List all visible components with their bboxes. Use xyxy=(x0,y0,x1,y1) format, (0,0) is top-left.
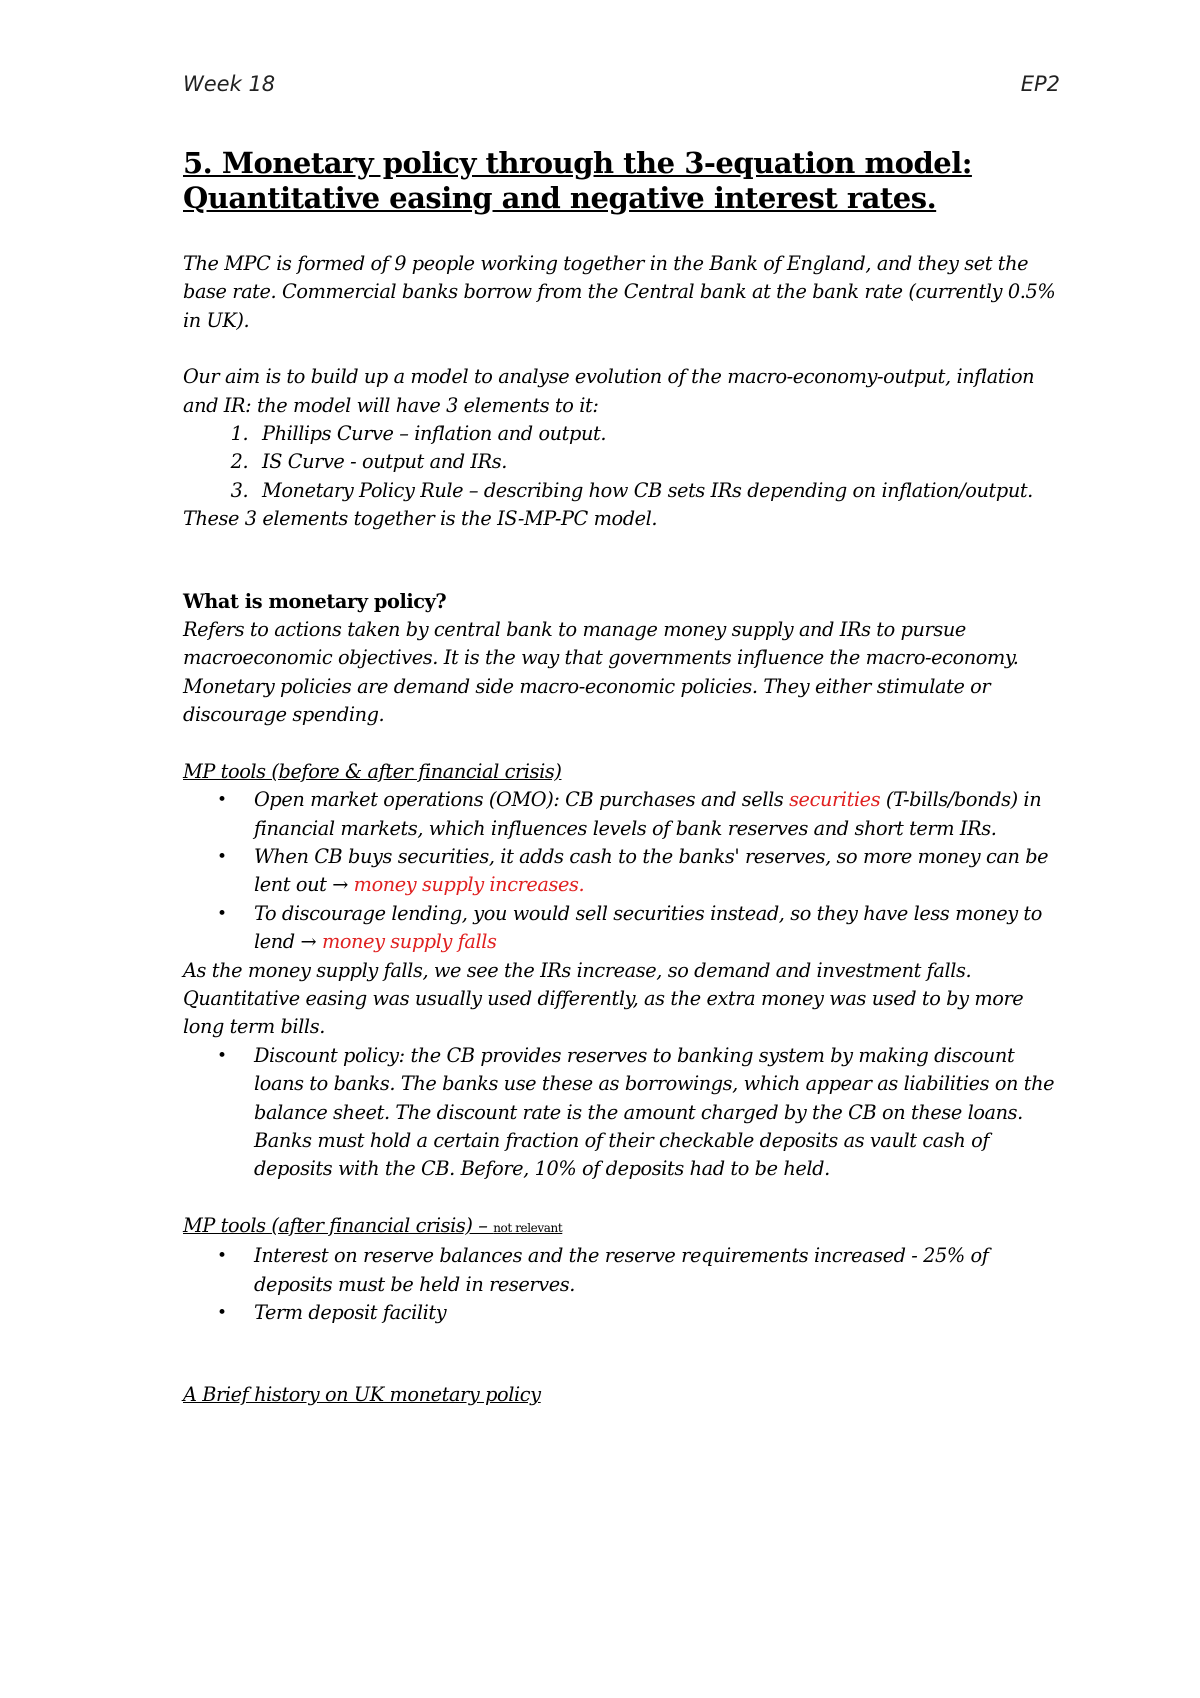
section-heading-tools-before: MP tools (before & after financial crisis) xyxy=(183,759,562,783)
arrow-right-icon: → xyxy=(300,930,317,954)
what-is-paragraph-1: Refers to actions taken by central bank to manage money supply and IRs to pursue macroeconomic objectives. It is the way that governments influence the macro-economy. xyxy=(183,618,1019,670)
note-text: not relevant xyxy=(493,1220,563,1235)
intro-paragraph-2: Our aim is to build up a model to analyse evolution of the macro-economy-output, inflation and IR: the model will have 3 elements to it: xyxy=(183,365,1035,417)
section-heading-history: A Brief history on UK monetary policy xyxy=(183,1383,541,1407)
model-elements-list xyxy=(183,420,1063,505)
highlight-text: securities xyxy=(789,788,881,812)
intro-paragraph-1: The MPC is formed of 9 people working together in the Bank of England, and they set the base rate. Commercial banks borrow from the Central bank at the bank rate (currently 0.5% in UK). xyxy=(183,252,1056,332)
bullet-icon: • xyxy=(217,1303,227,1323)
highlight-text: money supply falls xyxy=(316,930,497,954)
title-line-2: Quantitative easing and negative interest rates. xyxy=(183,181,937,215)
header-course: EP2 xyxy=(1020,72,1060,96)
tools-before-paragraph: As the money supply falls, we see the IRs increase, so demand and investment falls. Quantitative easing was usually used differently, as the extra money was used to by more long term bills. xyxy=(183,958,1024,1039)
section-heading-what-is: What is monetary policy? xyxy=(183,589,447,613)
list-item: • Open market operations (OMO): CB purchases and sells securities (T-bills/bonds) in financial markets, which influences levels of bank reserves and short term IRs. xyxy=(217,788,1042,840)
title-line-1: 5. Monetary policy through the 3-equation model: xyxy=(183,146,972,180)
list-item: • Interest on reserve balances and the reserve requirements increased - 25% of deposits must be held in reserves. xyxy=(217,1244,989,1296)
bullet-icon: • xyxy=(217,1246,227,1267)
header-week: Week 18 xyxy=(183,72,276,96)
highlight-text: money supply increases. xyxy=(347,873,585,897)
page-title xyxy=(183,146,1063,216)
bullet-icon: • xyxy=(217,790,227,811)
intro-paragraph-3: These 3 elements together is the IS-MP-PC model. xyxy=(183,507,658,531)
document-body xyxy=(183,146,1063,1410)
list-item: • Term deposit facility xyxy=(254,1299,1063,1327)
list-item: • Discount policy: the CB provides reserves to banking system by making discount loans to banks. The banks use these as borrowings, which appear as liabilities on the balance sheet. The discount rate is the amount charged by the CB on these loans. Banks must hold a certain fraction of their checkable deposits as vault cash of deposits with the CB. Before, 10% of deposits had to be held. xyxy=(217,1043,1055,1181)
list-item: 2. IS Curve - output and IRs. xyxy=(254,448,1063,476)
tools-before-list xyxy=(183,786,1063,956)
bullet-icon: • xyxy=(217,846,227,867)
what-is-paragraph-2: Monetary policies are demand side macro-economic policies. They either stimulate or discourage spending. xyxy=(183,674,991,727)
list-item: 3. Monetary Policy Rule – describing how CB sets IRs depending on inflation/output. xyxy=(254,477,1063,505)
arrow-right-icon: → xyxy=(332,873,348,897)
list-item: • When CB buys securities, it adds cash to the banks' reserves, so more money can be lent out → money supply increases. xyxy=(217,844,1049,897)
bullet-icon: • xyxy=(217,903,227,924)
list-item: • To discourage lending, you would sell securities instead, so they have less money to lend → money supply falls xyxy=(217,901,1042,954)
tools-before-list-2 xyxy=(183,1042,1063,1184)
list-item: 1. Phillips Curve – inflation and output. xyxy=(254,420,1063,448)
section-heading-tools-after: MP tools (after financial crisis) – not relevant xyxy=(183,1213,563,1237)
tools-after-list xyxy=(183,1242,1063,1327)
bullet-icon: • xyxy=(217,1045,227,1066)
